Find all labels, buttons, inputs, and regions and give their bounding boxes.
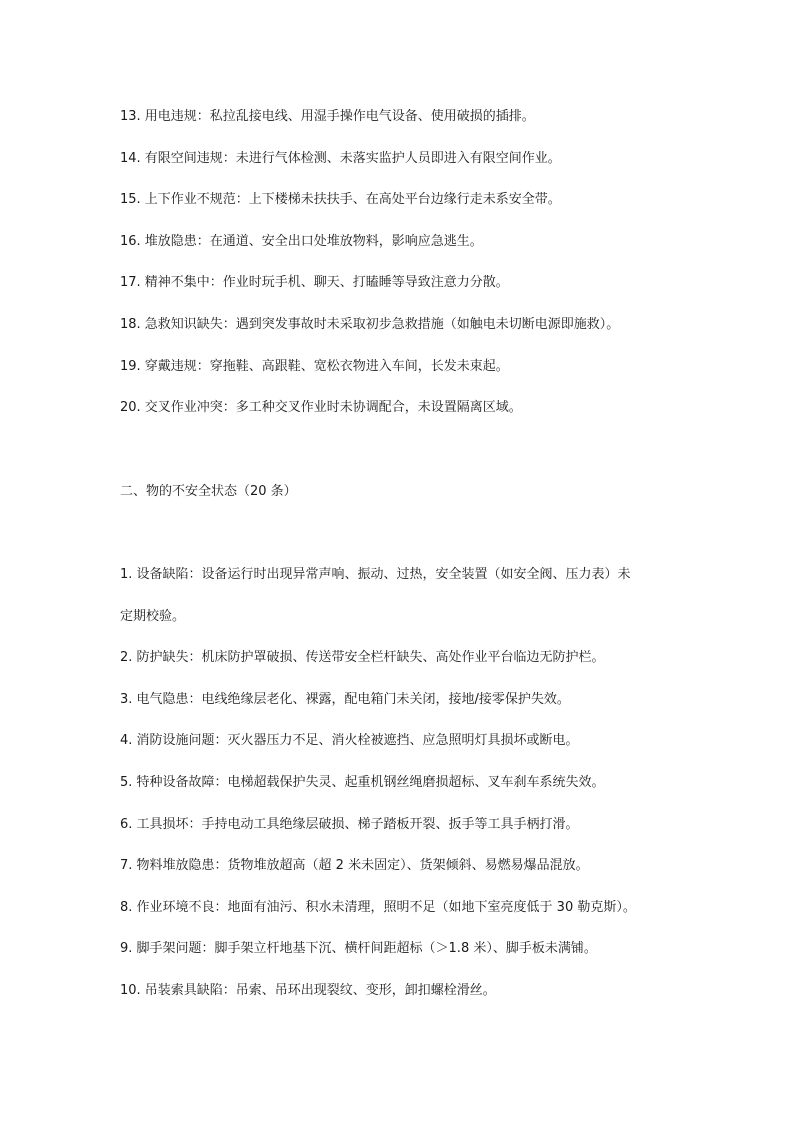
list-item: 17. 精神不集中：作业时玩手机、聊天、打瞌睡等导致注意力分散。 [120, 275, 509, 290]
list-item: 4. 消防设施问题：灭火器压力不足、消火栓被遮挡、应急照明灯具损坏或断电。 [120, 733, 579, 748]
list-item: 2. 防护缺失：机床防护罩破损、传送带安全栏杆缺失、高处作业平台临边无防护栏。 [120, 650, 605, 665]
list-item: 8. 作业环境不良：地面有油污、积水未清理，照明不足（如地下室亮度低于 30 勒克斯）。 [120, 900, 636, 915]
section-heading: 二、物的不安全状态（20 条） [120, 484, 297, 499]
list-item: 1. 设备缺陷：设备运行时出现异常声响、振动、过热，安全装置（如安全阀、压力表）未 [120, 567, 631, 582]
list-item: 7. 物料堆放隐患：货物堆放超高（超 2 米未固定）、货架倾斜、易燃易爆品混放。 [120, 858, 589, 873]
list-item: 5. 特种设备故障：电梯超载保护失灵、起重机钢丝绳磨损超标、叉车刹车系统失效。 [120, 775, 605, 790]
list-item: 6. 工具损坏：手持电动工具绝缘层破损、梯子踏板开裂、扳手等工具手柄打滑。 [120, 817, 579, 832]
list-item: 16. 堆放隐患：在通道、安全出口处堆放物料，影响应急逃生。 [120, 234, 483, 249]
list-item: 15. 上下作业不规范：上下楼梯未扶扶手、在高处平台边缘行走未系安全带。 [120, 192, 561, 207]
list-item-continuation: 定期校验。 [120, 609, 186, 624]
list-item: 9. 脚手架问题：脚手架立杆地基下沉、横杆间距超标（＞1.8 米）、脚手板未满铺。 [120, 941, 597, 956]
list-item: 18. 急救知识缺失：遇到突发事故时未采取初步急救措施（如触电未切断电源即施救）。 [120, 317, 620, 332]
list-item: 14. 有限空间违规：未进行气体检测、未落实监护人员即进入有限空间作业。 [120, 151, 561, 166]
list-item: 20. 交叉作业冲突：多工种交叉作业时未协调配合，未设置隔离区域。 [120, 400, 522, 415]
list-item: 19. 穿戴违规：穿拖鞋、高跟鞋、宽松衣物进入车间，长发未束起。 [120, 359, 509, 374]
list-item: 10. 吊装索具缺陷：吊索、吊环出现裂纹、变形，卸扣螺栓滑丝。 [120, 983, 496, 998]
list-item: 13. 用电违规：私拉乱接电线、用湿手操作电气设备、使用破损的插排。 [120, 109, 535, 124]
list-item: 3. 电气隐患：电线绝缘层老化、裸露，配电箱门未关闭，接地/接零保护失效。 [120, 692, 570, 707]
